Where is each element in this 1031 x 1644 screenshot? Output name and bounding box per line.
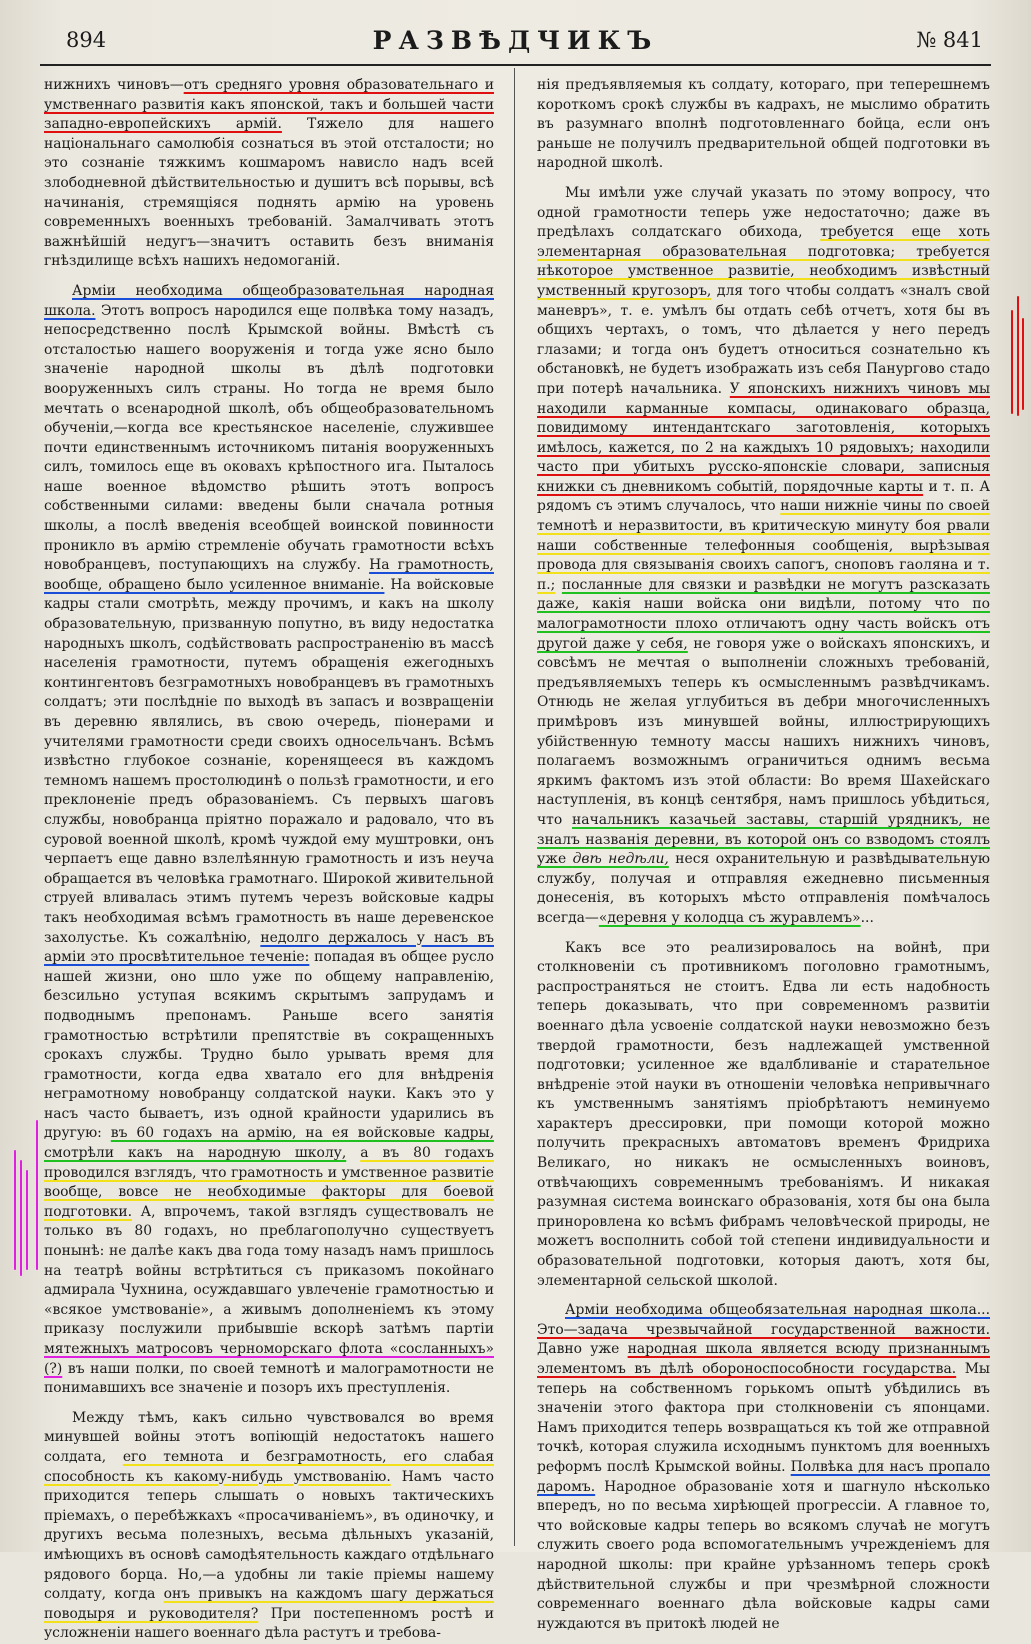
text-run: Давно уже [537,1341,628,1358]
page-number: 894 [66,28,107,52]
text-run: На войсковые кадры стали смотрѣть, между прочимъ, и какъ на школу образовательную, призванную попутно, въ виду недостатка народныхъ школъ, содѣйствовать распространенію въ массѣ населенія грамотности, путемъ обращенія ежегодныхъ контингентовъ безграмотныхъ новобранцевъ въ грамотныхъ солдатъ; эти послѣдніе по выходѣ въ запасъ и возвращеніи въ деревню являлись, въ свою очередь, піонерами и учителями грамотности среди своихъ односельчанъ. Всѣмъ извѣстно глубокое сознаніе, коренящееся въ каждомъ темномъ нашемъ простолюдинѣ о пользѣ грамотности, и его преклоненіе предъ образованіемъ. Съ первыхъ шаговъ службы, новобранца пріятно поражало и радовало, что въ суровой военной школѣ, кромѣ чуждой ему муштровки, онъ черпаетъ еще давно взлелѣянную грамотность и изъ неуча обращается въ человѣка грамотнаго. Широкой живительной струей вливалась этимъ путемъ черезъ войсковые кадры такъ необходимая всѣмъ грамотность въ наше деревенское захолустье. Къ сожалѣнію, [44,576,494,946]
text-run: для того чтобы солдатъ «зналъ свой маневръ», т. е. умѣлъ бы отдать себѣ отчетъ, хотя бы въ общихъ чертахъ, о томъ, что дѣлается у него передъ глазами; и тогда онъ будетъ относиться сознательно къ обстановкѣ, не будетъ изображать изъ себя Панургово стадо при потерѣ начальника. [537,282,990,397]
paragraph [44,282,494,1399]
paragraph [537,184,990,929]
right-column [537,76,991,1632]
text-run: При постепенномъ ростѣ и усложненіи нашего военнаго дѣла растутъ и требова- [44,1605,495,1642]
text-run: Между тѣмъ, какъ сильно чувствовался во время минувшей войны этотъ вопіющій недостатокъ нашего солдата, [44,1409,494,1465]
text-run: неся охранительную и развѣдывательную службу, получая и отправляя ежедневно письменныя донесенія, въ которыхъ мѣсто отправленія помѣчалось всегда— [537,851,990,926]
highlighted-text: онъ привыкъ на каждомъ шагу держаться поводыря и руководителя? [44,1586,495,1622]
column-divider [514,68,515,1546]
highlighted-text: У японскихъ нижнихъ чиновъ мы находили карманные компасы, одинаковаго образца, повидимому интендантскаго заготовленія, которыхъ имѣлось, кажется, по 2 на каждыхъ 10 рядовыхъ; находили часто при убитыхъ русско-японскіе словари, записныя книжки съ дневникомъ событій, порядочные карты [537,380,990,495]
text-run: и т. п. А рядомъ съ этимъ случалось, что [537,478,991,515]
page-header [40,24,991,66]
margin-mark [1011,310,1013,414]
text-run: Тяжело для нашего національнаго самолюбія сознаться въ этой отсталости; но это сознаніе тяжкимъ кошмаромъ нависло надъ всей злободневной дѣйствительностью и душитъ всѣ порывы, всѣ начинанія, стремящіяся поднять армію на уровень современныхъ военныхъ требованій. Замалчивать этотъ важнѣйшій недугъ—значитъ оставить безъ вниманія гнѣздилище всѣхъ нашихъ недомоганій. [44,116,494,270]
text-run: Мы теперь на собственномъ горькомъ опытѣ убѣдились въ значеніи этого фактора при столкновеніи съ японцами. Намъ приходится теперь возвращаться къ той же отправной точкѣ, которая служила исходнымъ пунктомъ для военныхъ реформъ послѣ Крымской войны. [537,1361,990,1475]
margin-mark [20,1160,22,1276]
margin-mark [1022,318,1024,410]
highlighted-text: мятежныхъ матросовъ черноморскаго флота «сосланныхъ» (?) [44,1341,494,1377]
text-run: не говоря уже о войскахъ японскихъ, и совсѣмъ не мечтая о выполненіи сложныхъ требованій, предъявляемыхъ теперь къ осмысленнымъ развѣдчикамъ. Отнюдь не желая углубиться въ дебри многочисленныхъ примѣровъ изъ минувшей войны, иллюстрирующихъ убійственную темноту массы нашихъ нижнихъ чиновъ, полагаемъ возможнымъ ограничиться однимъ весьма яркимъ фактомъ изъ этой области: Во время Шахейскаго наступленія, въ концѣ сентября, намъ пришлось убѣдиться, что [537,635,990,828]
text-run: ... [860,909,874,926]
highlighted-text: въ 60 годахъ на армію, на ея войсковые кадры, смотрѣли какъ на народную школу, [44,1125,494,1162]
text-run: Намъ часто приходится теперь слышать о новыхъ тактическихъ пріемахъ, о перебѣжкахъ «просачиваніемъ», въ одиночку, и другихъ весьма полезныхъ, весьма дѣльныхъ указаній, имѣющихъ въ основѣ самодѣятельность каждаго отдѣльнаго рядового борца. Но,—а удобны ли такіе пріемы нашему солдату, когда [44,1468,494,1603]
left-column [44,76,495,1642]
paragraph [44,76,494,272]
text-run: нія предъявляемыя къ солдату, котораго, при теперешнемъ короткомъ срокѣ службы въ кадрахъ, не мыслимо обратить въ разумнаго вполнѣ подготовленнаго бойца, если онъ раньше не получилъ предварительной общей подготовки въ народной школѣ. [537,77,990,172]
text-run: нижнихъ чиновъ— [44,77,184,93]
highlighted-text: а въ 80 годахъ проводился взглядъ, что грамотность и умственное развитіе вообще, вовсе не необходимые факторы для боевой подготовки. [44,1145,494,1220]
highlighted-text: посланные для связки и развѣдки не могутъ разсказать даже, какія наши войска они видѣли, потому что по малограмотности плохо отличаютъ одну часть войскъ отъ другой даже у себя, [537,576,991,652]
highlighted-text: недолго держалось у насъ въ арміи это просвѣтительное теченіе: [44,929,494,966]
text-run: въ наши полки, по своей темнотѣ и малограмотности не понимавшихъ все значеніе и позоръ ихъ преступленія. [44,1360,494,1397]
highlighted-text: наши нижніе чины по своей темнотѣ и неразвитости, въ критическую минуту боя рвали наши собственные телефонныя сообщенія, вырѣзывая провода для связыванія своихъ сапогъ, сноповъ гаоляна и т. п.; [537,498,990,593]
highlighted-text: Арміи необходима общеобразовательная народная школа. [44,282,494,319]
issue-number: № 841 [916,28,983,52]
paragraph [537,939,990,1292]
paragraph [537,1301,990,1634]
highlighted-text: требуется еще хоть элементарная образовательная подготовка; требуется нѣкоторое умственное развитіе, необходимъ извѣстный умственный кругозоръ, [537,224,990,299]
highlighted-text: Арміи необходима общеобязательная народная школа... [565,1302,990,1319]
margin-mark [36,1120,38,1270]
margin-mark [14,1150,16,1270]
text-run: попадая въ общее русло нашей жизни, оно шло уже по общему направленію, безсильно уступая всякимъ скрытымъ запрудамъ и подводнымъ препонамъ. Раньше всего занятія грамотностью встрѣтили препятствіе въ сокращенныхъ срокахъ службы. Трудно было урывать время для грамотности, когда едва хватало его для внѣдренія неграмотному новобранцу солдатской науки. Какъ это у насъ часто бываетъ, изъ одной крайности ударились въ другую: [44,949,494,1142]
journal-title: РАЗВѢДЧИКЪ [372,26,659,55]
highlighted-text: Полвѣка для насъ пропало даромъ. [537,1458,990,1495]
margin-mark [1017,296,1019,416]
highlighted-text: начальникъ казачьей заставы, старшій урядникъ, не зналъ названія деревни, въ которой онъ со взводомъ стоялъ уже [537,811,990,868]
paragraph [537,76,990,174]
highlighted-text: отъ средняго уровня образовательнаго и умственнаго развитія какъ японской, такъ и большей части западно-европейскихъ армій. [44,77,494,133]
highlighted-text: «деревня у колодца съ журавлемъ» [598,909,861,926]
highlighted-text: его темнота и безграмотность, его слабая способность къ какому-нибудь умствованію. [44,1448,494,1485]
text-run: Какъ все это реализировалось на войнѣ, при столкновеніи съ противникомъ поголовно грамотнымъ, распространяться не стоитъ. Едва ли есть надобность теперь доказывать, что при современномъ развитіи военнаго дѣла усвоеніе солдатской науки невозможно безъ твердой грамотности, безъ надлежащей умственной подготовки; усиленное же вдалбливаніе и старательное внѣдреніе этой науки въ отношеніи человѣка непривычнаго къ умственнымъ занятіямъ пріобрѣтаютъ неминуемо характеръ дрессировки, при помощи которой можно получить прекрасныхъ автоматовъ временъ Фридриха Великаго, но никакъ не осмысленныхъ воиновъ, отвѣчающихъ современнымъ требованіямъ. И никакая разумная система воинскаго образованія, хотя бы она была приноровлена ко всѣмъ фибрамъ человѣческой природы, не можетъ восполнить собой той степени индивидуальности и образовательной подготовки, которыя даютъ, хотя бы, элементарной сельской школой. [537,939,990,1289]
text-run: А, впрочемъ, такой взглядъ существовалъ не только въ 80 годахъ, но преблагополучно существуетъ понынѣ: не далѣе какъ два года тому назадъ намъ пришлось на театрѣ войны встрѣтиться съ приказомъ покойнаго адмирала Чухнина, осуждавшаго увлеченіе грамотностью и «всякое умствованіе», а живымъ дополненіемъ къ этому приказу послужили прибывшіе вскорѣ затѣмъ партіи [44,1203,494,1338]
text-run [346,1145,360,1161]
highlighted-text: двѣ недѣли, [572,851,669,868]
highlighted-text: народная школа является всюду признаннымъ элементомъ въ дѣлѣ обороноспособности государства. [537,1341,990,1377]
highlighted-text: Это—задача чрезвычайной государственной важности. [537,1321,990,1338]
text-run: Этотъ вопросъ народился еще полвѣка тому назадъ, непосредственно послѣ Крымской войны. Вмѣстѣ съ отсталостью нашего вооруженія и тогда уже ясно было значеніе народной школы въ дѣлѣ подготовки вооруженныхъ силъ страны. Но тогда не время было мечтать о всенародной школѣ, объ общеобразовательномъ обученіи,—когда все крестьянское населеніе, служившее почти единственнымъ источникомъ питанія вооруженныхъ силъ, томилось еще въ оковахъ крѣпостного ига. Пыталось наше военное вѣдомство рѣшить этотъ вопросъ собственными силами: введены были сначала ротныя школы, а послѣ введенія всеобщей воинской повинности проникло въ армію стремленіе обучать грамотности всѣхъ новобранцевъ, поступающихъ на службу. [44,302,494,574]
highlighted-text: На грамотность, вообще, обращено было усиленное вниманіе. [44,557,494,593]
text-run: Народное образованіе хотя и шагнуло нѣсколько впередъ, но по весьма хирѣющей прогрессіи. А главное то, что войсковые кадры теперь во всякомъ случаѣ не могутъ служить своего рода вспомогательнымъ учрежденіемъ для народной школы: при крайне урѣзанномъ теперь срокѣ дѣйствительной службы и при чрезмѣрной сложности современнаго военнаго дѣла войсковые кадры сами нуждаются въ притокѣ людей не [537,1478,990,1632]
text-run: Мы имѣли уже случай указать по этому вопросу, что одной грамотности теперь уже недостаточно; даже въ предѣлахъ солдатскаго обихода, [537,184,990,241]
margin-mark [26,1170,28,1270]
paragraph [44,1409,494,1644]
